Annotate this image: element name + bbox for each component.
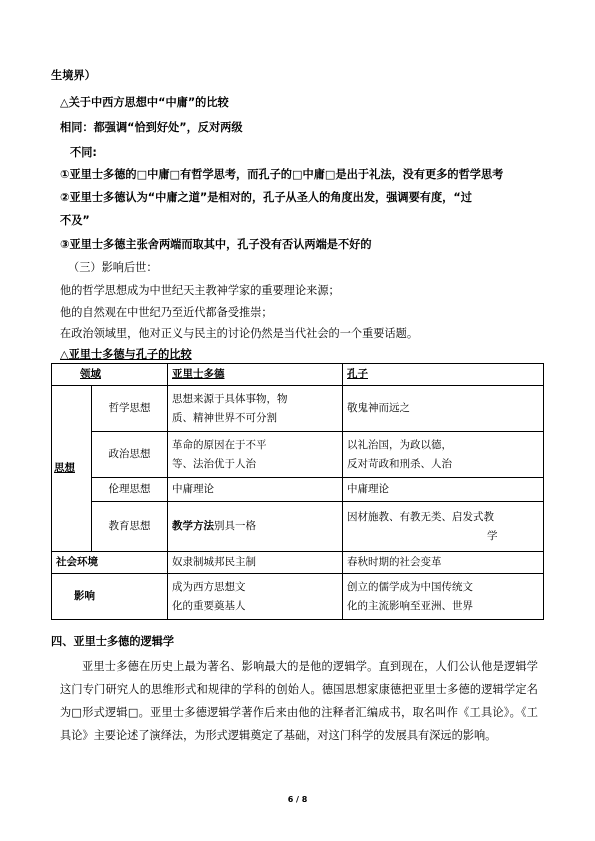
text-line: ②亚里士多德认为“中庸之道”是相对的，孔子从圣人的角度出发，强调要有度，“过 <box>60 191 472 204</box>
table-cell <box>168 574 343 620</box>
cell-line: 以礼治国，为政以德， <box>347 438 452 451</box>
comparison-table <box>51 363 544 620</box>
text-line: 不及” <box>60 214 90 227</box>
row-label: 哲学思想 <box>92 386 168 432</box>
cell-text: 别具一格 <box>214 520 256 532</box>
table-cell <box>168 386 343 432</box>
text-line: 生境界） <box>51 69 96 82</box>
table-cell: 敬鬼神而远之 <box>343 386 544 432</box>
text-line: 他的自然观在中世纪乃至近代都备受推崇； <box>60 306 273 319</box>
table-cell <box>168 432 343 478</box>
text-line: ③亚里士多德主张舍两端而取其中，孔子没有否认两端是不好的 <box>60 238 372 251</box>
page-number: 6 / 8 <box>287 795 308 804</box>
cell-line: 学 <box>487 529 498 542</box>
section-paragraph: 亚里士多德在历史上最为著名、影响最大的是他的逻辑学。直到现在，人们公认他是逻辑学这门专门研究人的思维形式和规律的学科的创始人。德国思想家康德把亚里士多德的逻辑学定名为□形式逻辑□。亚里士多德逻辑学著作后来由他的注释者汇编成书，取名叫作《工具论》。《工具论》主要论述了演绎法，为形式逻辑奠定了基础，对这门科学的发展具有深远的影响。 <box>60 660 538 742</box>
cell-line: 因材施教、有教无类、启发式教 <box>347 510 494 523</box>
row-label-influence: 影响 <box>52 574 168 620</box>
text-line: 相同：都强调“恰到好处”，反对两级 <box>60 121 243 134</box>
cell-bold-text: 教学方法 <box>172 520 214 532</box>
text-line: 不同: <box>70 146 97 159</box>
table-cell <box>343 502 544 552</box>
table-cell: 中庸理论 <box>168 478 343 502</box>
table-row <box>52 574 544 620</box>
header-aristotle: 亚里士多德 <box>168 364 343 386</box>
header-domain: 领域 <box>52 364 168 386</box>
row-label: 教育思想 <box>92 502 168 552</box>
table-row <box>52 432 544 478</box>
influence-heading: （三）影响后世： <box>68 261 158 274</box>
row-label-social: 社会环境 <box>52 552 168 574</box>
table-cell: 中庸理论 <box>343 478 544 502</box>
table-cell: 春秋时期的社会变革 <box>343 552 544 574</box>
cell-line: 创立的儒学成为中国传统文 <box>347 580 473 593</box>
group-label-thought: 思想 <box>52 386 92 552</box>
table-row <box>52 502 544 552</box>
cell-line: 反对苛政和刑杀、人治 <box>347 457 452 470</box>
cell-line: 革命的原因在于不平 <box>172 438 267 451</box>
row-label: 政治思想 <box>92 432 168 478</box>
cell-line: 化的主流影响至亚洲、世界 <box>347 599 473 612</box>
table-header-row <box>52 364 544 386</box>
table-row <box>52 552 544 574</box>
section-title: 四、亚里士多德的逻辑学 <box>51 635 175 648</box>
comparison-heading: △关于中西方思想中“中庸”的比较 <box>60 96 229 109</box>
cell-line: 思想来源于具体事物，物 <box>172 392 288 405</box>
table-cell <box>168 502 343 552</box>
header-confucius: 孔子 <box>343 364 544 386</box>
row-label: 伦理思想 <box>92 478 168 502</box>
table-heading: △亚里士多德与孔子的比较 <box>60 348 192 361</box>
table-cell: 奴隶制城邦民主制 <box>168 552 343 574</box>
table-cell <box>343 574 544 620</box>
cell-line: 成为西方思想文 <box>172 580 246 593</box>
text-line: ①亚里士多德的□中庸□有哲学思考，而孔子的□中庸□是出于礼法，没有更多的哲学思考 <box>60 168 504 181</box>
table-row <box>52 386 544 432</box>
cell-line: 等、法治优于人治 <box>172 457 256 470</box>
cell-line: 化的重要奠基人 <box>172 599 246 612</box>
text-line: 在政治领域里，他对正义与民主的讨论仍然是当代社会的一个重要话题。 <box>60 327 419 340</box>
cell-line: 质、精神世界不可分割 <box>172 411 277 424</box>
table-row <box>52 478 544 502</box>
table-cell <box>343 432 544 478</box>
text-line: 他的哲学思想成为中世纪天主教神学家的重要理论来源； <box>60 284 340 297</box>
